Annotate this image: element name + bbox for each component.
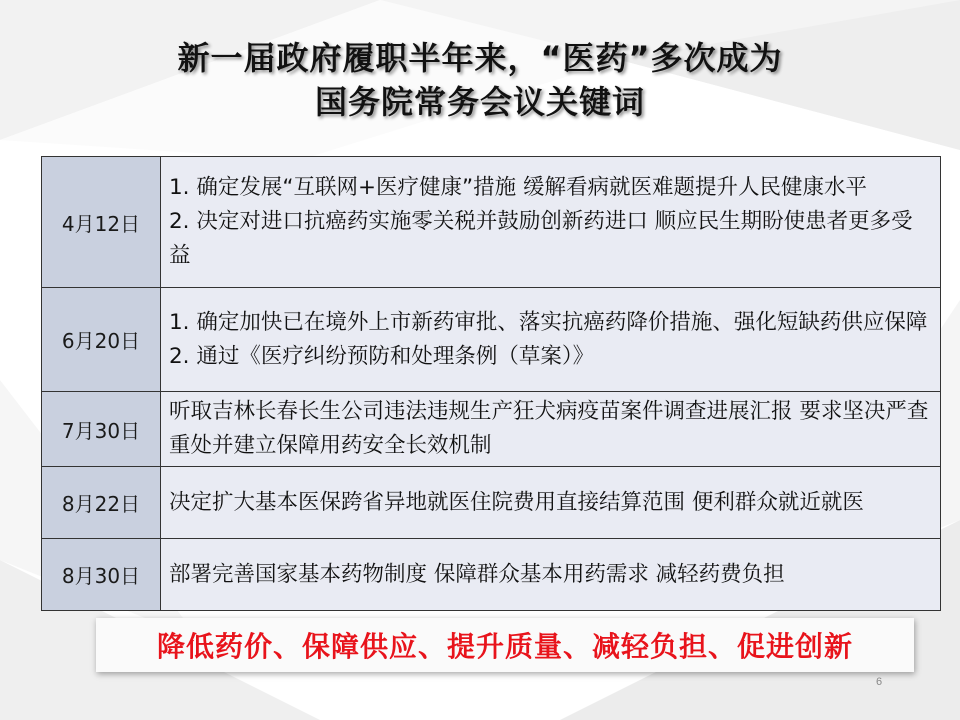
- content-line: 决定扩大基本医保跨省异地就医住院费用直接结算范围 便利群众就近就医: [169, 489, 864, 515]
- table-row: [42, 467, 941, 539]
- meeting-table: [41, 156, 941, 611]
- content-cell: [161, 467, 941, 539]
- content-cell: [161, 539, 941, 611]
- title-line-1: 新一届政府履职半年来，“医药”多次成为: [177, 39, 783, 77]
- slide-title: [70, 36, 890, 124]
- content-line: 1. 确定发展“互联网+医疗健康”措施 缓解看病就医难题提升人民健康水平: [169, 175, 867, 200]
- content-line: 听取吉林长春长生公司违法违规生产狂犬病疫苗案件调查进展汇报 要求坚决严查重处并建立保障用药安全长效机制: [169, 399, 929, 458]
- date-cell: 6月20日: [42, 288, 161, 392]
- content-cell: [161, 392, 941, 467]
- page-number: 6: [876, 676, 883, 688]
- summary-box: [96, 618, 914, 672]
- date-cell: 8月30日: [42, 539, 161, 611]
- content-line: 2. 通过《医疗纠纷预防和处理条例（草案）》: [169, 343, 595, 369]
- date-cell: 8月22日: [42, 467, 161, 539]
- content-cell: [161, 157, 941, 288]
- content-line: 部署完善国家基本药物制度 保障群众基本用药需求 减轻药费负担: [169, 561, 785, 587]
- content-line: 1. 确定加快已在境外上市新药审批、落实抗癌药降价措施、强化短缺药供应保障: [169, 309, 928, 335]
- date-cell: 7月30日: [42, 392, 161, 467]
- title-line-2: 国务院常务会议关键词: [314, 83, 645, 121]
- summary-text: 降低药价、保障供应、提升质量、减轻负担、促进创新: [156, 630, 853, 663]
- table-row: [42, 288, 941, 392]
- table-row: [42, 392, 941, 467]
- date-cell: 4月12日: [42, 157, 161, 288]
- table-row: [42, 157, 941, 288]
- table-row: [42, 539, 941, 611]
- content-cell: [161, 288, 941, 392]
- content-line: 2. 决定对进口抗癌药实施零关税并鼓励创新药进口 顺应民生期盼使患者更多受益: [169, 209, 913, 268]
